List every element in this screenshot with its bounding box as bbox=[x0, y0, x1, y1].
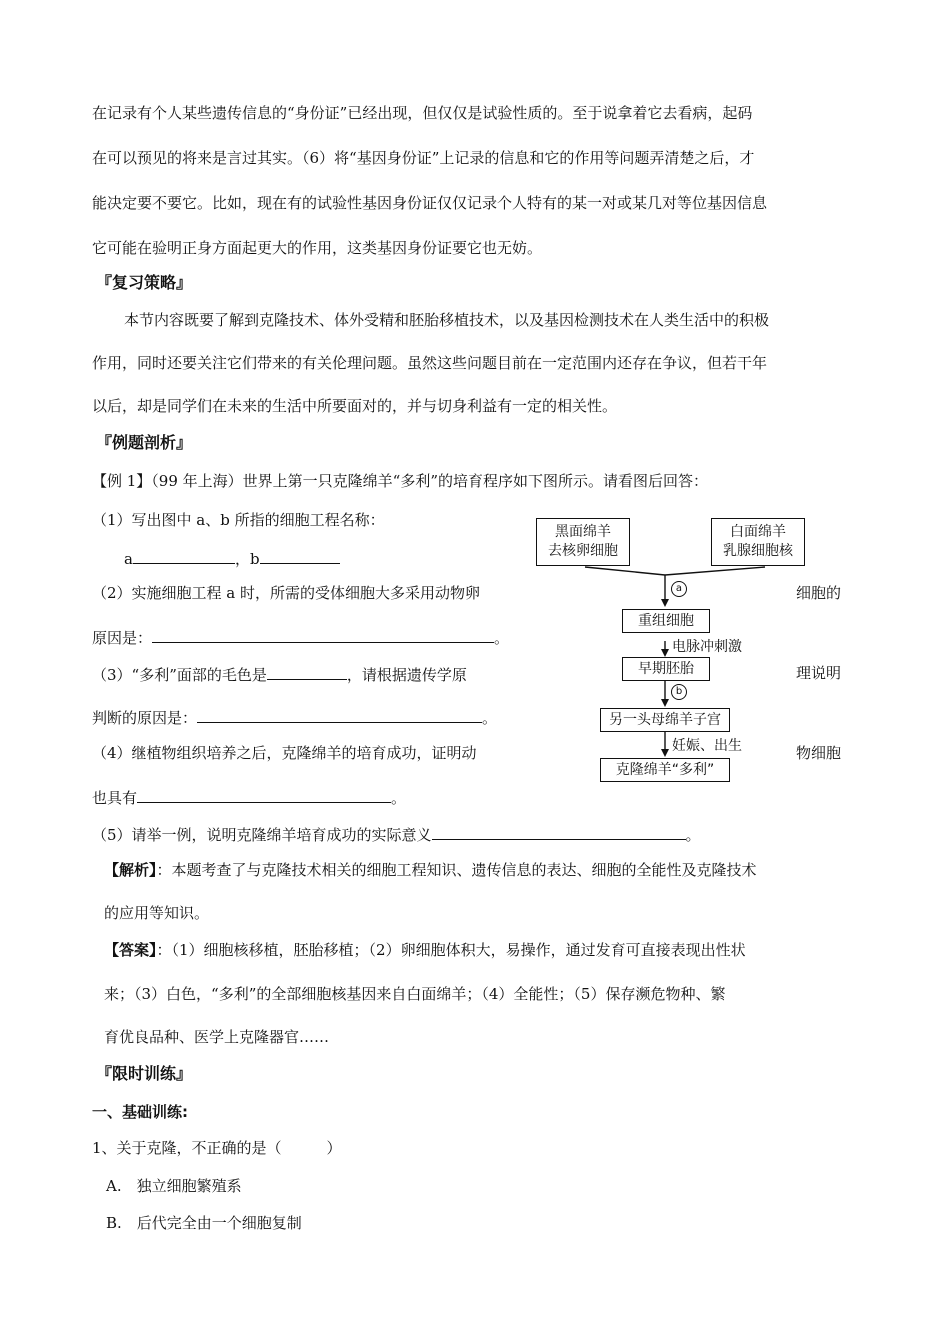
period: 。 bbox=[494, 629, 510, 647]
question-3-line-1-end: 理说明 bbox=[796, 664, 842, 682]
box-black-faced-sheep bbox=[536, 518, 630, 566]
question-1: （1）写出图中 a、b 所指的细胞工程名称： bbox=[92, 511, 385, 529]
question-3-prefix: （3）“多利”面部的毛色是 bbox=[92, 666, 267, 684]
question-2-line-1-end: 细胞的 bbox=[796, 584, 842, 602]
intro-line-3: 能决定要不要它。比如，现在有的试验性基因身份证仅仅记录个人特有的某一对或某几对等位基因信息 bbox=[92, 194, 768, 212]
period: 。 bbox=[482, 709, 498, 727]
analysis-text-1: ：本题考查了与克隆技术相关的细胞工程知识、遗传信息的表达、细胞的全能性及克隆技术 bbox=[156, 861, 757, 879]
box-white-faced-sheep bbox=[711, 518, 805, 566]
example-title: 【例 1】（99 年上海）世界上第一只克隆绵羊“多利”的培育程序如下图所示。请看图后回答： bbox=[92, 472, 709, 490]
review-line-2: 作用，同时还要关注它们带来的有关伦理问题。虽然这些问题目前在一定范围内还存在争议，但若干年 bbox=[92, 354, 768, 372]
review-heading: 『复习策略』 bbox=[96, 273, 193, 292]
answer-label: 【答案】 bbox=[104, 941, 157, 959]
answer-line-1 bbox=[104, 940, 746, 960]
intro-line-4: 它可能在验明正身方面起更大的作用，这类基因身份证要它也无妨。 bbox=[92, 239, 543, 257]
label-pregnancy-birth: 妊娠、出生 bbox=[672, 738, 742, 754]
box-black-line-1: 黑面绵羊 bbox=[555, 524, 611, 540]
question-3-reason-label: 判断的原因是： bbox=[92, 709, 198, 727]
intro-line-1: 在记录有个人某些遗传信息的“身份证”已经出现，但仅仅是试验性质的。至于说拿着它去看病，起码 bbox=[92, 104, 753, 122]
period: 。 bbox=[685, 826, 701, 844]
training-question-1: 1、关于克隆，不正确的是（ ） bbox=[92, 1139, 342, 1157]
blank-b-label: ，b bbox=[234, 550, 260, 568]
question-4-line-1: （4）继植物组织培养之后，克隆绵羊的培育成功，证明动 bbox=[92, 744, 477, 762]
box-white-line-2: 乳腺细胞核 bbox=[723, 543, 793, 559]
analysis-label: 【解析】 bbox=[104, 861, 157, 879]
question-5-text: （5）请举一例，说明克隆绵羊培育成功的实际意义 bbox=[92, 826, 432, 844]
answer-line-2: 来；（3）白色，“多利”的全部细胞核基因来自白面绵羊；（4）全能性；（5）保存濒危物种、繁 bbox=[104, 985, 726, 1003]
blank-q2[interactable] bbox=[152, 626, 494, 643]
question-2-line-2 bbox=[92, 626, 509, 648]
blank-b[interactable] bbox=[260, 547, 340, 564]
cloning-flow-diagram bbox=[530, 515, 830, 790]
question-3-line-2 bbox=[92, 706, 497, 728]
blank-q4[interactable] bbox=[137, 786, 391, 803]
period: 。 bbox=[391, 789, 407, 807]
question-4-line-1-end: 物细胞 bbox=[796, 744, 842, 762]
mark-b: b bbox=[671, 684, 687, 700]
option-b[interactable]: B. 后代完全由一个细胞复制 bbox=[106, 1214, 302, 1232]
question-4-prefix: 也具有 bbox=[92, 789, 138, 807]
box-surrogate-uterus: 另一头母绵羊子宫 bbox=[600, 708, 730, 732]
question-3-mid: ，请根据遗传学原 bbox=[346, 666, 467, 684]
question-5 bbox=[92, 823, 701, 845]
example-heading: 『例题剖析』 bbox=[96, 433, 193, 452]
question-4-line-2 bbox=[92, 786, 406, 808]
box-black-line-2: 去核卵细胞 bbox=[548, 543, 618, 559]
analysis-line-1 bbox=[104, 860, 757, 880]
box-early-embryo: 早期胚胎 bbox=[622, 657, 710, 681]
mark-a: a bbox=[671, 581, 687, 597]
blank-a[interactable] bbox=[133, 547, 235, 564]
analysis-line-2: 的应用等知识。 bbox=[104, 904, 210, 922]
training-heading: 『限时训练』 bbox=[96, 1064, 193, 1083]
box-dolly: 克隆绵羊“多利” bbox=[600, 758, 730, 782]
question-2-line-1: （2）实施细胞工程 a 时，所需的受体细胞大多采用动物卵 bbox=[92, 584, 481, 602]
box-white-line-1: 白面绵羊 bbox=[730, 524, 786, 540]
question-2-prefix: 原因是： bbox=[92, 629, 153, 647]
blank-q3-color[interactable] bbox=[267, 663, 347, 680]
answer-text-1: ：（1）细胞核移植，胚胎移植；（2）卵细胞体积大，易操作，通过发育可直接表现出性状 bbox=[156, 941, 746, 959]
training-subheading: 一、基础训练: bbox=[92, 1103, 188, 1121]
option-a[interactable]: A. 独立细胞繁殖系 bbox=[106, 1177, 242, 1195]
blank-q5[interactable] bbox=[432, 823, 686, 840]
question-3-line-1 bbox=[92, 663, 467, 685]
blank-a-label: a bbox=[124, 550, 133, 568]
review-line-1: 本节内容既要了解到克隆技术、体外受精和胚胎移植技术，以及基因检测技术在人类生活中的积极 bbox=[124, 311, 770, 329]
question-1-answers bbox=[124, 547, 340, 569]
blank-q3-reason[interactable] bbox=[197, 706, 482, 723]
label-electric-stimulus: 电脉冲刺激 bbox=[672, 639, 742, 655]
answer-line-3: 育优良品种、医学上克隆器官…… bbox=[104, 1028, 330, 1046]
box-recombined-cell: 重组细胞 bbox=[622, 609, 710, 633]
intro-line-2: 在可以预见的将来是言过其实。（6）将“基因身份证”上记录的信息和它的作用等问题弄清楚之后，才 bbox=[92, 149, 755, 167]
review-line-3: 以后，却是同学们在未来的生活中所要面对的，并与切身利益有一定的相关性。 bbox=[92, 397, 618, 415]
